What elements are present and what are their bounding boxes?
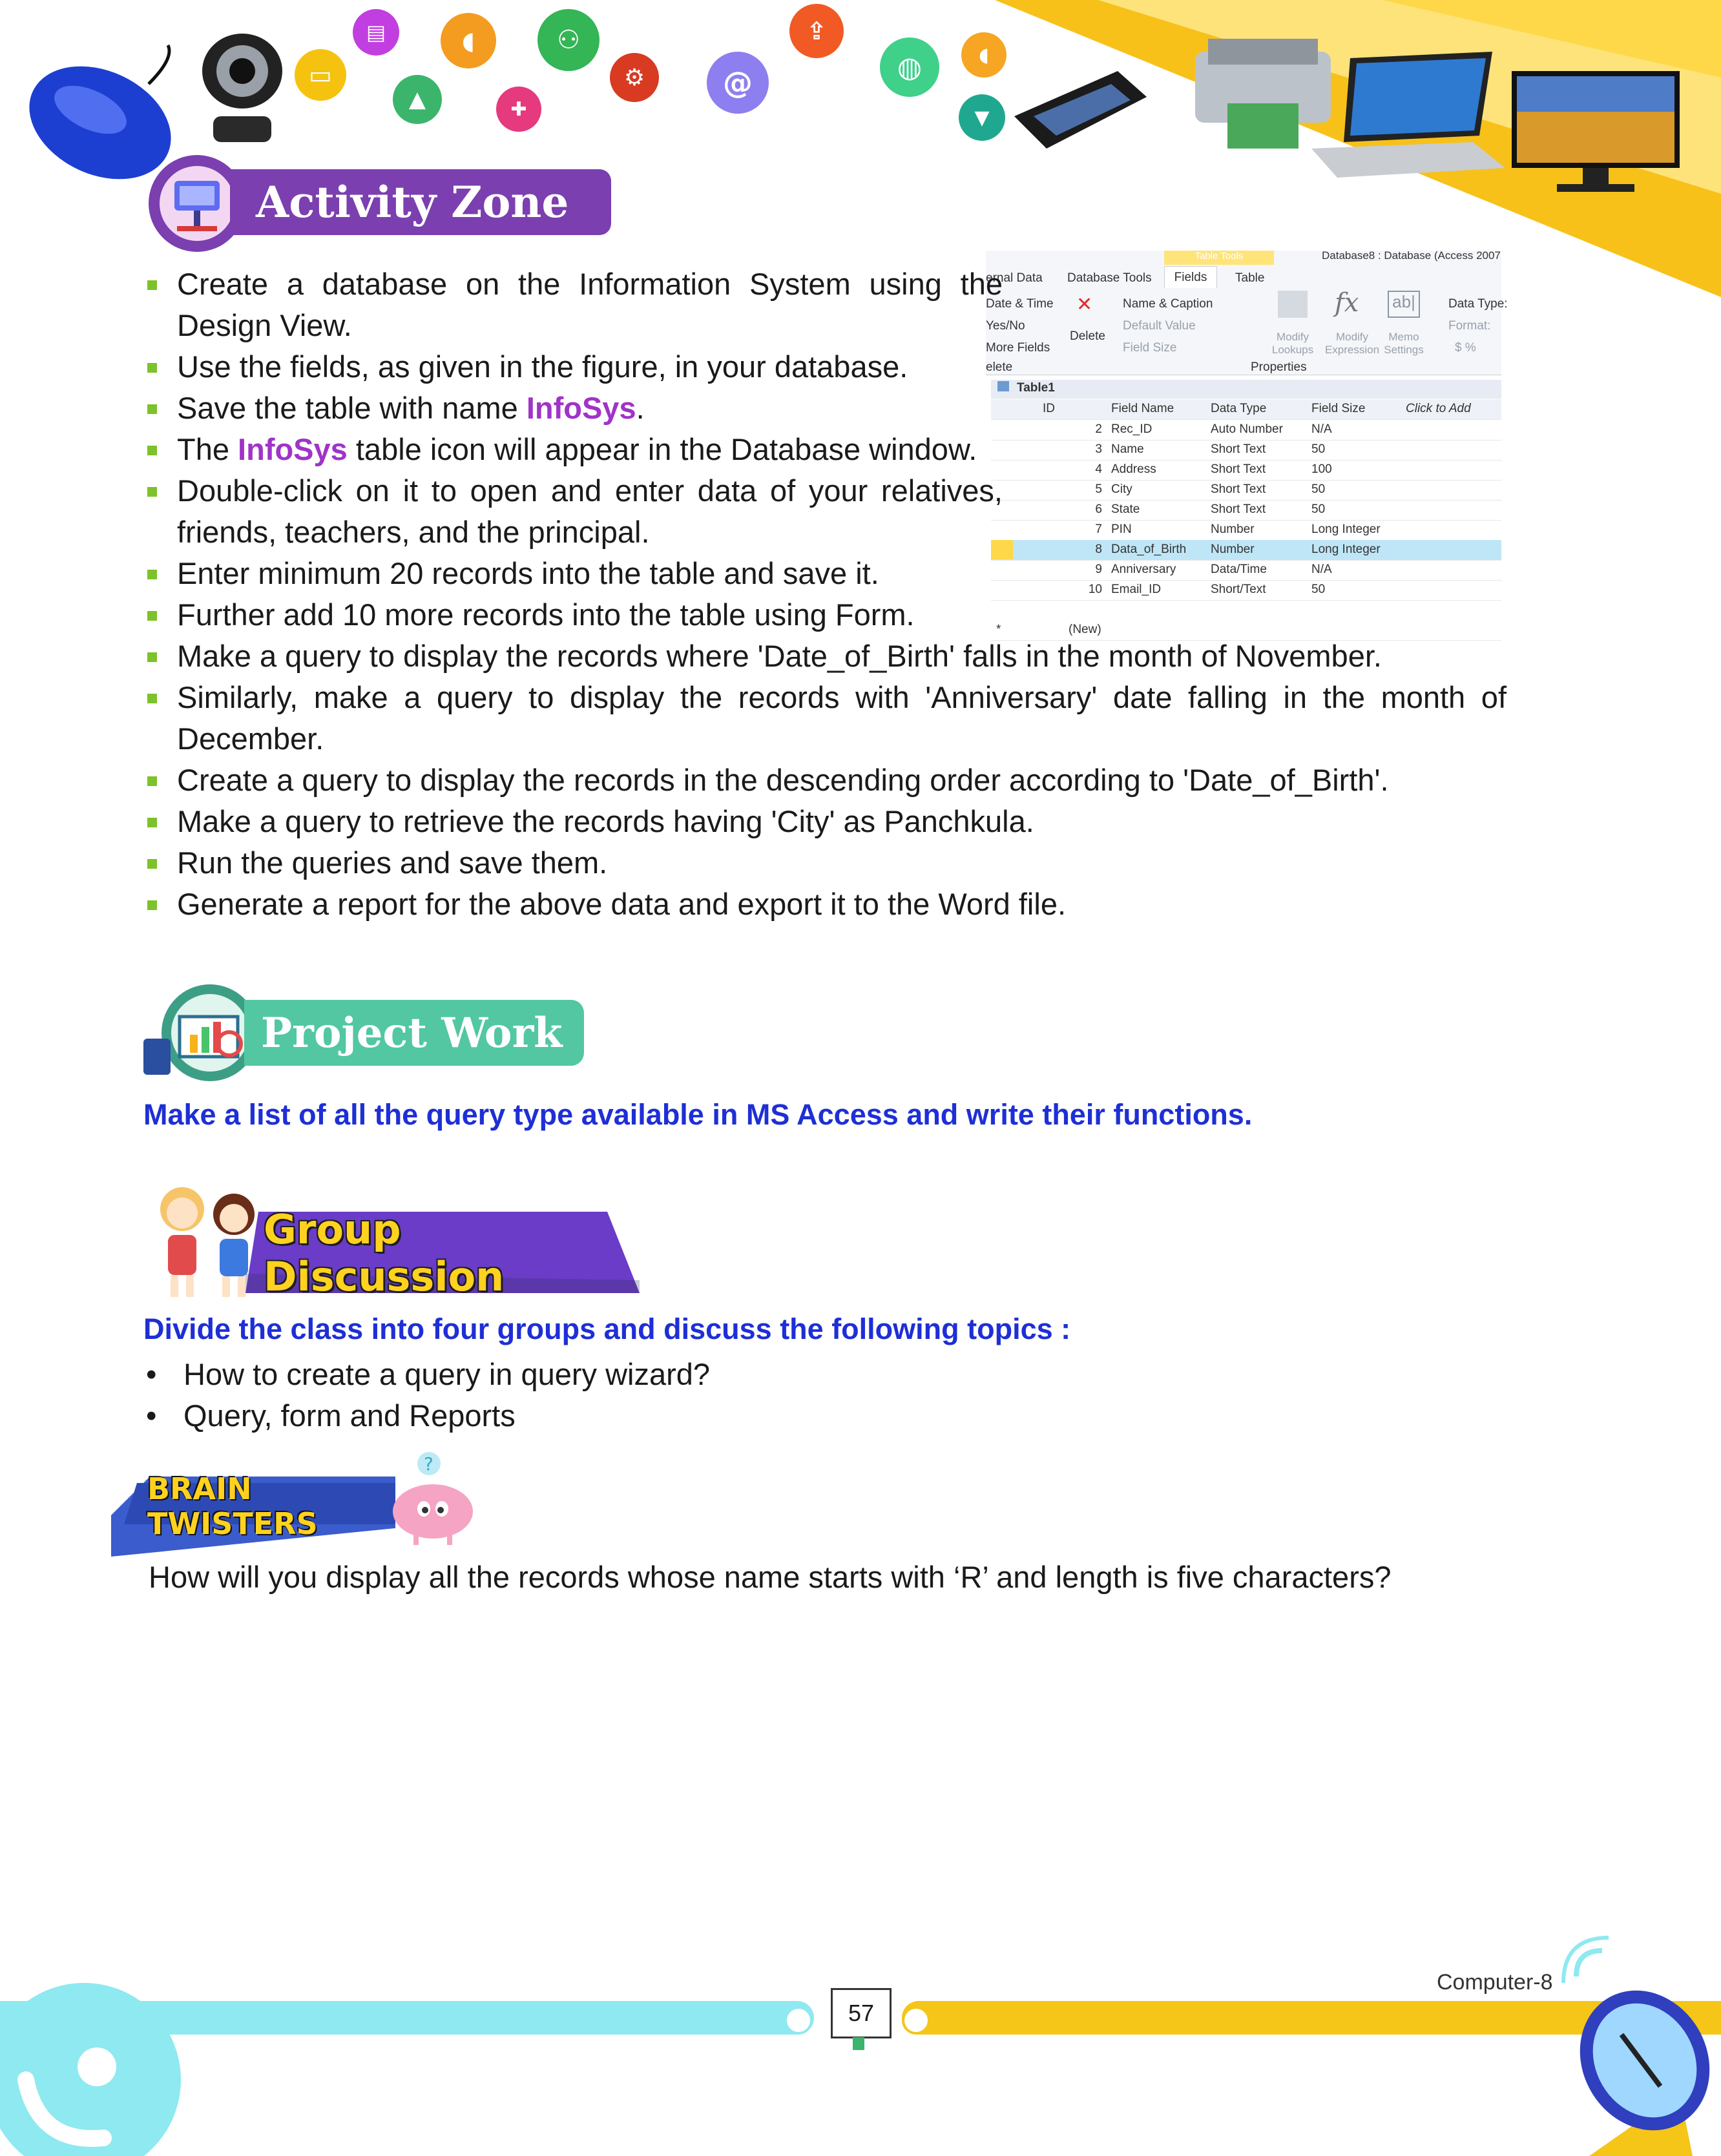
activity-item-text: Make a query to display the records where 'Date_of_Birth' falls in the month of November. — [177, 639, 1382, 673]
row-data-type-cell[interactable]: Number — [1211, 523, 1255, 536]
bullet-square — [147, 280, 157, 290]
column-header-field-size[interactable]: Field Size — [1311, 402, 1366, 415]
row-data-type-cell[interactable]: Short Text — [1211, 462, 1266, 476]
satellite-dish-icon — [1550, 1938, 1721, 2156]
discussion-topic-text: How to create a query in query wizard? — [183, 1357, 711, 1391]
row-data-type-cell[interactable]: Short/Text — [1211, 583, 1266, 596]
activity-item-text: Generate a report for the above data and export it to the Word file. — [177, 887, 1067, 921]
bullet-square — [147, 487, 157, 497]
laptop-image — [1305, 52, 1512, 181]
activity-item-text: Run the queries and save them. — [177, 845, 608, 880]
row-id-cell[interactable]: 5 — [1095, 482, 1102, 496]
default-value-button[interactable]: Default Value — [1123, 319, 1196, 333]
activity-item — [143, 801, 1507, 842]
footer-left-swirl — [0, 1951, 187, 2156]
activity-item — [143, 470, 1003, 553]
activity-list — [143, 264, 1507, 925]
row-field-name-cell[interactable]: Anniversary — [1111, 563, 1176, 576]
activity-item — [143, 553, 1003, 594]
row-field-name-cell[interactable]: State — [1111, 503, 1140, 516]
bullet-square — [147, 446, 157, 455]
row-id-cell[interactable]: 8 — [1095, 543, 1102, 556]
discussion-topics — [143, 1354, 710, 1436]
row-data-type-cell[interactable]: Data/Time — [1211, 563, 1267, 576]
row-field-size-cell[interactable]: Long Integer — [1311, 523, 1381, 536]
activity-item-text: . — [636, 391, 645, 425]
bullet-dot: • — [146, 1357, 157, 1391]
activity-item — [143, 346, 1003, 388]
lock-icon — [143, 1039, 171, 1075]
chart-up-icon: ▲ — [393, 75, 442, 124]
activity-item-text: Similarly, make a query to display the records with 'Anniversary' date falling in the month of December. — [177, 680, 1507, 756]
row-field-size-cell[interactable]: N/A — [1311, 563, 1332, 576]
upload-icon: ⇪ — [789, 4, 844, 58]
row-field-size-cell[interactable]: 50 — [1311, 583, 1326, 596]
page-number: 57 — [831, 1988, 892, 2038]
bullet-square — [147, 818, 157, 827]
more-fields-button[interactable]: More Fields — [986, 341, 1050, 355]
activity-item — [143, 760, 1507, 801]
properties-group-label: Properties — [1251, 360, 1307, 374]
activity-item — [143, 884, 1507, 925]
column-header-data-type[interactable]: Data Type — [1211, 402, 1267, 415]
delete-group-label: elete — [986, 360, 1013, 374]
bullet-square — [147, 694, 157, 703]
footer-book-title: Computer-8 — [1437, 1970, 1553, 1995]
memo-settings-icon: ab| — [1388, 291, 1420, 318]
new-row-marker: * — [996, 623, 1001, 636]
row-field-name-cell[interactable]: PIN — [1111, 523, 1132, 536]
discussion-topic-text: Query, form and Reports — [183, 1398, 516, 1433]
yes-no-button[interactable]: Yes/No — [986, 319, 1025, 333]
network-people-icon: ⚇ — [537, 9, 600, 71]
tab-external-data[interactable]: ernal Data — [986, 271, 1043, 285]
activity-item — [143, 264, 1003, 346]
bullet-square — [147, 404, 157, 414]
activity-item-text: The — [177, 432, 238, 466]
activity-item-text: Create a database on the Information System using the Design View. — [177, 267, 1003, 342]
group-discussion-intro: Divide the class into four groups and discuss the following topics : — [143, 1312, 1071, 1345]
globe-icon: ◍ — [880, 37, 939, 97]
activity-item — [143, 636, 1507, 677]
row-data-type-cell[interactable]: Short Text — [1211, 482, 1266, 496]
brain-twister-question: How will you display all the records whose name starts with ‘R’ and length is five characters? — [149, 1560, 1392, 1594]
row-id-cell[interactable]: 4 — [1095, 462, 1102, 476]
bullet-square — [147, 611, 157, 621]
chart-down-icon: ▼ — [959, 94, 1005, 141]
row-field-name-cell[interactable]: City — [1111, 482, 1132, 496]
row-field-size-cell[interactable]: Long Integer — [1311, 543, 1381, 556]
modify-expression-button[interactable]: Modify Expression — [1324, 331, 1380, 356]
data-type-label: Data Type: — [1448, 297, 1508, 311]
discussion-topic — [143, 1354, 710, 1395]
webcam-image — [187, 26, 297, 155]
column-header-id[interactable]: ID — [1043, 402, 1055, 415]
bullet-square — [147, 570, 157, 579]
activity-item-text: Save the table with name — [177, 391, 527, 425]
bullet-square — [147, 776, 157, 786]
row-field-name-cell[interactable]: Data_of_Birth — [1111, 543, 1187, 556]
format-label: Format: — [1448, 319, 1491, 333]
modify-lookups-button[interactable]: Modify Lookups — [1271, 331, 1314, 356]
activity-item-text: Create a query to display the records in the descending order according to 'Date_of_Birth'. — [177, 763, 1389, 797]
scanner-image — [1008, 58, 1150, 155]
memo-settings-button[interactable]: Memo Settings — [1384, 331, 1424, 356]
currency-percent-buttons[interactable]: $ % — [1455, 341, 1476, 355]
tab-fields[interactable]: Fields — [1164, 266, 1217, 288]
activity-item — [143, 594, 1507, 636]
row-data-type-cell[interactable]: Short Text — [1211, 442, 1266, 456]
project-work-text: Make a list of all the query type available in MS Access and write their functions. — [143, 1098, 1253, 1131]
footer-right-knob — [902, 2006, 930, 2035]
footer-left-knob — [784, 2006, 813, 2035]
mouse-small-icon: ◖ — [441, 13, 496, 68]
activity-item — [143, 388, 1003, 429]
tab-table[interactable]: Table — [1235, 271, 1265, 285]
bullet-dot: • — [146, 1398, 157, 1433]
row-field-size-cell[interactable]: 50 — [1311, 442, 1326, 456]
settings-gears-icon: ⚙ — [610, 53, 659, 102]
row-field-size-cell[interactable]: 50 — [1311, 482, 1326, 496]
bullet-square — [147, 859, 157, 869]
row-field-size-cell[interactable]: N/A — [1311, 422, 1332, 436]
mouse-small-icon-2: ◖ — [961, 32, 1007, 78]
date-time-button[interactable]: Date & Time — [986, 297, 1054, 311]
gamepad-icon: ✚ — [496, 87, 541, 132]
activity-item — [143, 842, 1507, 884]
monitor-image — [1512, 65, 1686, 200]
brain-character-icon — [388, 1449, 485, 1546]
row-id-cell[interactable]: 3 — [1095, 442, 1102, 456]
bullet-square — [147, 652, 157, 662]
tab-database-tools[interactable]: Database Tools — [1067, 271, 1152, 285]
monitor-icon: ▭ — [295, 49, 346, 101]
row-data-type-cell[interactable]: Number — [1211, 543, 1255, 556]
row-id-cell[interactable]: 10 — [1088, 583, 1102, 596]
svg-text:?: ? — [424, 1453, 433, 1475]
row-data-type-cell[interactable]: Short Text — [1211, 503, 1266, 516]
group-discussion-title: Group Discussion — [264, 1206, 505, 1300]
row-field-size-cell[interactable]: 50 — [1311, 503, 1326, 516]
table1-tab[interactable]: Table1 — [1017, 381, 1055, 395]
activity-item — [143, 677, 1507, 760]
row-field-name-cell[interactable]: Rec_ID — [1111, 422, 1153, 436]
row-id-cell[interactable]: 6 — [1095, 503, 1102, 516]
name-caption-button[interactable]: Name & Caption — [1123, 297, 1213, 311]
activity-item-text: Further add 10 more records into the table using Form. — [177, 597, 915, 632]
activity-item-text: Double-click on it to open and enter data of your relatives, friends, teachers, and the principal. — [177, 473, 1003, 549]
at-sign-icon: @ — [707, 52, 769, 114]
activity-item-text: table icon will appear in the Database window. — [347, 432, 977, 466]
discussion-topic — [143, 1395, 710, 1436]
column-header-field-name[interactable]: Field Name — [1111, 402, 1174, 415]
page-stand-icon — [853, 2037, 864, 2050]
field-size-input[interactable]: Field Size — [1123, 341, 1177, 355]
bullet-square — [147, 900, 157, 910]
folder-icon: ▤ — [353, 9, 399, 56]
new-row-label: (New) — [1069, 623, 1101, 636]
bullet-square — [147, 363, 157, 373]
activity-item-text: Use the fields, as given in the figure, in your database. — [177, 349, 908, 384]
delete-icon[interactable]: ✕ — [1076, 294, 1093, 315]
activity-item — [143, 429, 1003, 470]
row-field-name-cell[interactable]: Email_ID — [1111, 583, 1162, 596]
expression-fx-icon: fx — [1335, 288, 1359, 318]
delete-button[interactable]: Delete — [1070, 329, 1105, 343]
row-id-cell[interactable]: 7 — [1095, 523, 1102, 536]
row-field-size-cell[interactable]: 100 — [1311, 462, 1332, 476]
table-tools-context: Table Tools — [1164, 251, 1274, 265]
infosys-keyword: InfoSys — [526, 391, 636, 425]
infosys-keyword: InfoSys — [238, 432, 348, 466]
column-header-click-to-add[interactable]: Click to Add — [1406, 402, 1471, 415]
brain-twisters-title: BRAIN TWISTERS — [147, 1471, 318, 1541]
row-data-type-cell[interactable]: Auto Number — [1211, 422, 1283, 436]
row-field-name-cell[interactable]: Name — [1111, 442, 1144, 456]
row-field-name-cell[interactable]: Address — [1111, 462, 1156, 476]
row-id-cell[interactable]: 9 — [1095, 563, 1102, 576]
row-id-cell[interactable]: 2 — [1095, 422, 1102, 436]
activity-item-text: Make a query to retrieve the records having 'City' as Panchkula. — [177, 804, 1034, 838]
activity-item-text: Enter minimum 20 records into the table and save it. — [177, 556, 879, 590]
activity-zone-title: Activity Zone — [230, 169, 611, 235]
project-work-title: Project Work — [244, 1000, 584, 1066]
access-title-bar: Database8 : Database (Access 2007 — [1322, 249, 1501, 262]
